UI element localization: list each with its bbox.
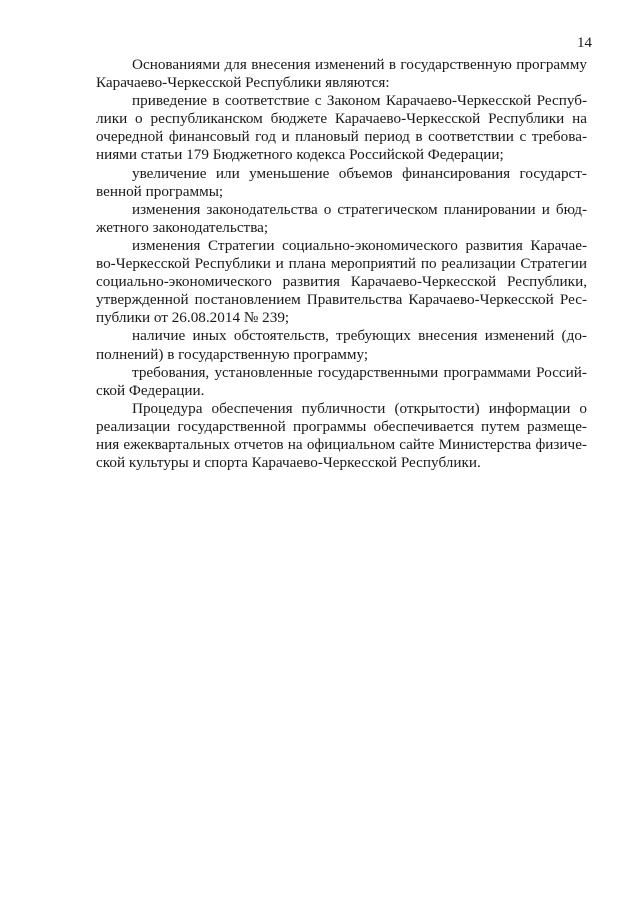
- text-line: Карачаево-Черкесской Республики являются:: [96, 74, 390, 92]
- paragraph-budget-law: [96, 92, 587, 164]
- text-line: очередной финансовый год и плановый период в соответствии с требова-: [96, 128, 587, 146]
- text-line: ской культуры и спорта Карачаево-Черкесской Республики.: [96, 454, 481, 472]
- text-line: во-Черкесской Республики и плана мероприятий по реализации Стратегии: [96, 255, 587, 273]
- text-line: ния ежеквартальных отчетов на официальном сайте Министерства физиче-: [96, 435, 587, 453]
- text-line: увеличение или уменьшение объемов финансирования государст-: [132, 164, 587, 182]
- text-line: жетного законодательства;: [96, 218, 269, 236]
- paragraph-other-circumstances: [96, 327, 587, 363]
- text-line: венной программы;: [96, 182, 224, 200]
- paragraph-publicity-procedure: [96, 400, 587, 472]
- paragraph-strategy-change: [96, 237, 587, 327]
- text-line: Процедура обеспечения публичности (открытости) информации о: [132, 399, 587, 417]
- text-line: требования, установленные государственными программами Россий-: [132, 363, 587, 381]
- text-line: ской Федерации.: [96, 381, 205, 399]
- text-line: изменения законодательства о стратегическом планировании и бюд-: [132, 200, 587, 218]
- paragraph-legislation-change: [96, 201, 587, 237]
- text-line: приведение в соответствие с Законом Карачаево-Черкесской Респуб-: [132, 92, 587, 110]
- text-line: публики от 26.08.2014 № 239;: [96, 309, 290, 327]
- paragraph-grounds: [96, 56, 587, 92]
- text-line: ниями статьи 179 Бюджетного кодекса Российской Федерации;: [96, 146, 504, 164]
- text-line: реализации государственной программы обеспечивается путем размеще-: [96, 417, 587, 435]
- text-line: лики о республиканском бюджете Карачаево-Черкесской Республики на: [96, 110, 587, 128]
- text-line: утвержденной постановлением Правительства Карачаево-Черкесской Рес-: [96, 291, 587, 309]
- document-body: [96, 56, 587, 472]
- paragraph-federal-requirements: [96, 364, 587, 400]
- text-line: Основаниями для внесения изменений в государственную программу: [132, 56, 587, 73]
- paragraph-funding-change: [96, 165, 587, 201]
- text-line: полнений) в государственную программу;: [96, 345, 369, 363]
- text-line: социально-экономического развития Карачаево-Черкесской Республики,: [96, 273, 587, 291]
- text-line: наличие иных обстоятельств, требующих внесения изменений (до-: [132, 327, 587, 345]
- page-number: 14: [577, 35, 592, 51]
- text-line: изменения Стратегии социально-экономического развития Карачае-: [132, 236, 587, 254]
